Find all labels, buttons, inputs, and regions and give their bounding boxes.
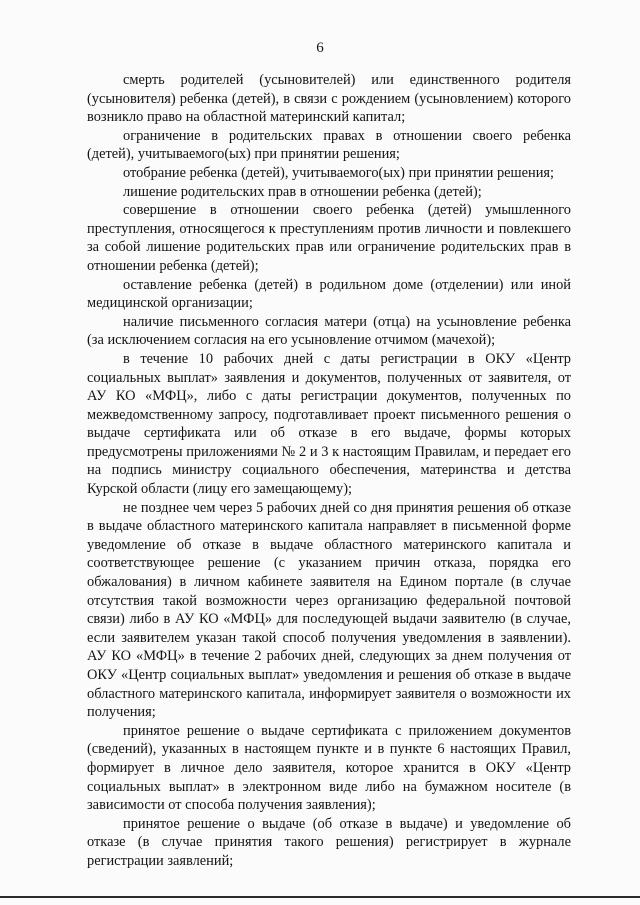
paragraph: оставление ребенка (детей) в родильном доме (отделении) или иной медицинской организации;	[87, 276, 571, 312]
paragraph: принятое решение о выдаче сертификата с приложением документов (сведений), указанных в настоящем пункте и в пункте 6 настоящих Правил, формирует в личное дело заявителя, которое хранится в ОКУ «Центр социальных выплат» в электронном виде либо на бумажном носителе (в зависимости от способа получения заявления);	[87, 722, 571, 814]
paragraph: смерть родителей (усыновителей) или единственного родителя (усыновителя) ребенка (детей), в связи с рождением (усыновлением) которого возникло право на областной материнский капитал;	[87, 72, 571, 126]
paragraph: совершение в отношении своего ребенка (детей) умышленного преступления, относящегося к преступлениям против личности и повлекшего за собой лишение родительских прав или ограничение родительских прав в отношении ребенка (детей);	[87, 202, 571, 274]
paragraph: принятое решение о выдаче (об отказе в выдаче) и уведомление об отказе (в случае принятия такого решения) регистрирует в журнале регистрации заявлений;	[87, 815, 571, 869]
document-body	[87, 71, 571, 871]
paragraph: в течение 10 рабочих дней с даты регистрации в ОКУ «Центр социальных выплат» заявления и документов, полученных от заявителя, от АУ КО «МФЦ», либо с даты регистрации документов, полученных по межведомственному запросу, подготавливает проект письменного решения о выдаче сертификата или об отказе в его выдаче, формы которых предусмотрены приложениями № 2 и 3 к настоящим Правилам, и передает его на подпись министру социального обеспечения, материнства и детства Курской области (лицу его замещающему);	[87, 350, 571, 498]
paragraph: ограничение в родительских правах в отношении своего ребенка (детей), учитываемого(ых) при принятии решения;	[87, 127, 571, 163]
paragraph: не позднее чем через 5 рабочих дней со дня принятия решения об отказе в выдаче областного материнского капитала направляет в письменной форме уведомление об отказе в выдаче областного материнского капитала и соответствующее решение (с указанием причин отказа, порядка его обжалования) в личном кабинете заявителя на Едином портале (в случае отсутствия такой возможности через организацию федеральной почтовой связи) либо в АУ КО «МФЦ» для последующей выдачи заявителю (в случае, если заявителем указан такой способ получения уведомления в заявлении). АУ КО «МФЦ» в течение 2 рабочих дней, следующих за днем получения от ОКУ «Центр социальных выплат» уведомления и решения об отказе в выдаче областного материнского капитала, информирует заявителя о возможности их получения;	[87, 499, 571, 721]
paragraph: лишение родительских прав в отношении ребенка (детей);	[123, 183, 482, 200]
page-number: 6	[316, 40, 324, 56]
paragraph: отобрание ребенка (детей), учитываемого(ых) при принятии решения;	[123, 164, 555, 181]
scan-edge-line	[0, 896, 640, 898]
paragraph: наличие письменного согласия матери (отца) на усыновление ребенка (за исключением согласия на его усыновление отчимом (мачехой);	[87, 313, 571, 349]
